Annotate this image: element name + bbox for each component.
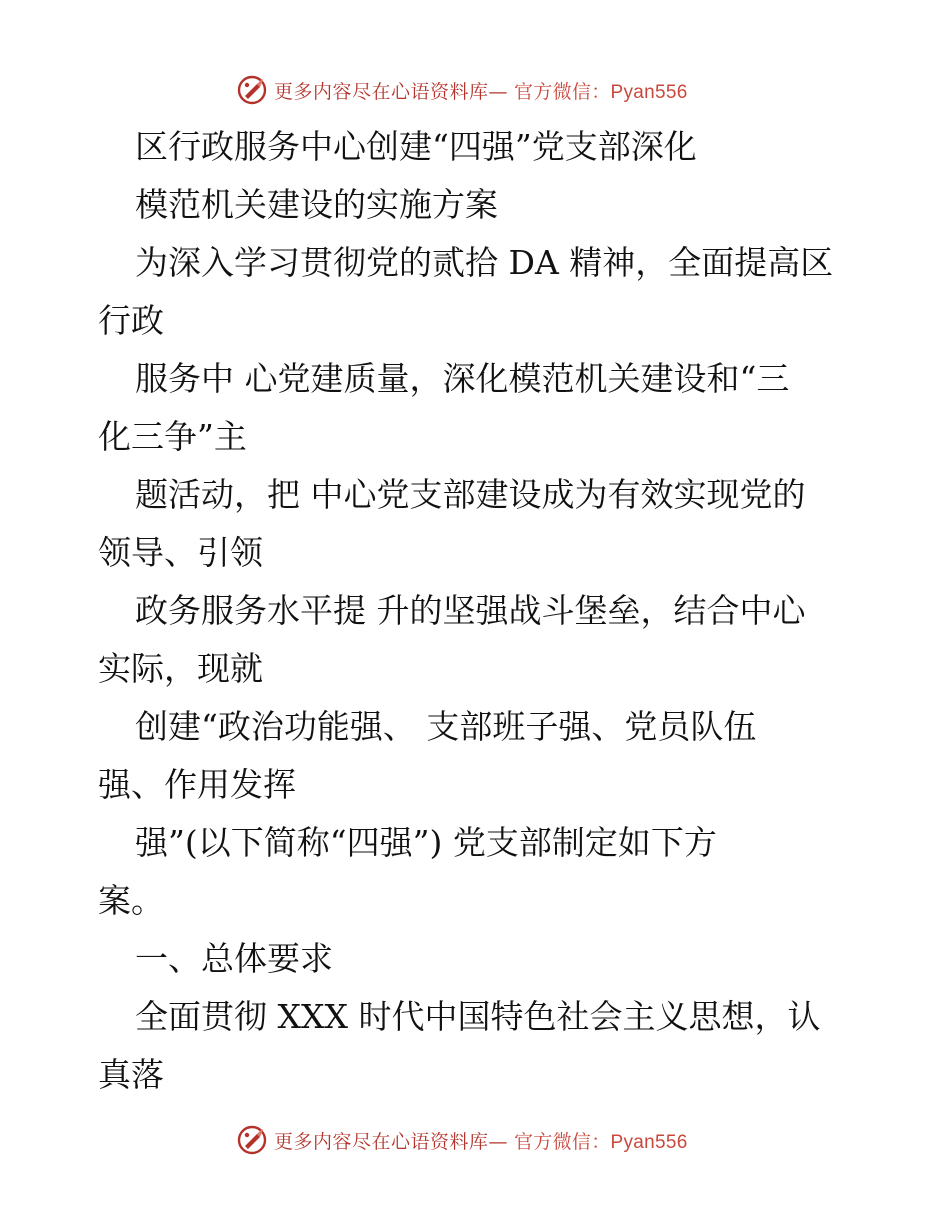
paragraph-line: 领导、引领 [98,533,263,572]
paragraph-line: 题活动，把 中心党支部建设成为有效实现党的 [135,475,806,514]
title-line-1: 区行政服务中心创建“四强”党支部深化 [135,127,697,166]
paragraph-line: 为深入学习贯彻党的贰拾 DA 精神，全面提高区 [135,243,834,282]
banner-contact: 官方微信：Pyan556 [514,81,688,103]
paragraph-line: 案。 [98,881,164,920]
title-line-2: 模范机关建设的实施方案 [135,185,498,224]
banner-label: 更多内容尽在心语资料库— [274,1130,509,1153]
paragraph-line: 创建“政治功能强、 支部班子强、党员队伍 [135,707,757,746]
paragraph-line: 服务中 心党建质量，深化模范机关建设和“三 [135,359,790,398]
section-heading: 一、总体要求 [135,939,333,978]
paragraph-line: 行政 [98,301,164,340]
document-body [98,118,850,1104]
paragraph-line: 化三争”主 [98,417,247,456]
footer-banner [236,1122,688,1158]
paragraph-line: 政务服务水平提 升的坚强战斗堡垒，结合中心 [135,591,806,630]
banner-label: 更多内容尽在心语资料库— [274,80,509,103]
paragraph-line: 强”(以下简称“四强”) 党支部制定如下方 [135,823,717,862]
paragraph-line: 全面贯彻 XXX 时代中国特色社会主义思想，认 [135,997,821,1036]
logo-icon [236,1124,268,1156]
header-banner [236,72,688,108]
paragraph-line: 强、作用发挥 [98,765,296,804]
logo-icon [236,74,268,106]
paragraph-line: 实际，现就 [98,649,263,688]
paragraph-line: 真落 [98,1055,164,1094]
banner-contact: 官方微信：Pyan556 [514,1131,688,1153]
